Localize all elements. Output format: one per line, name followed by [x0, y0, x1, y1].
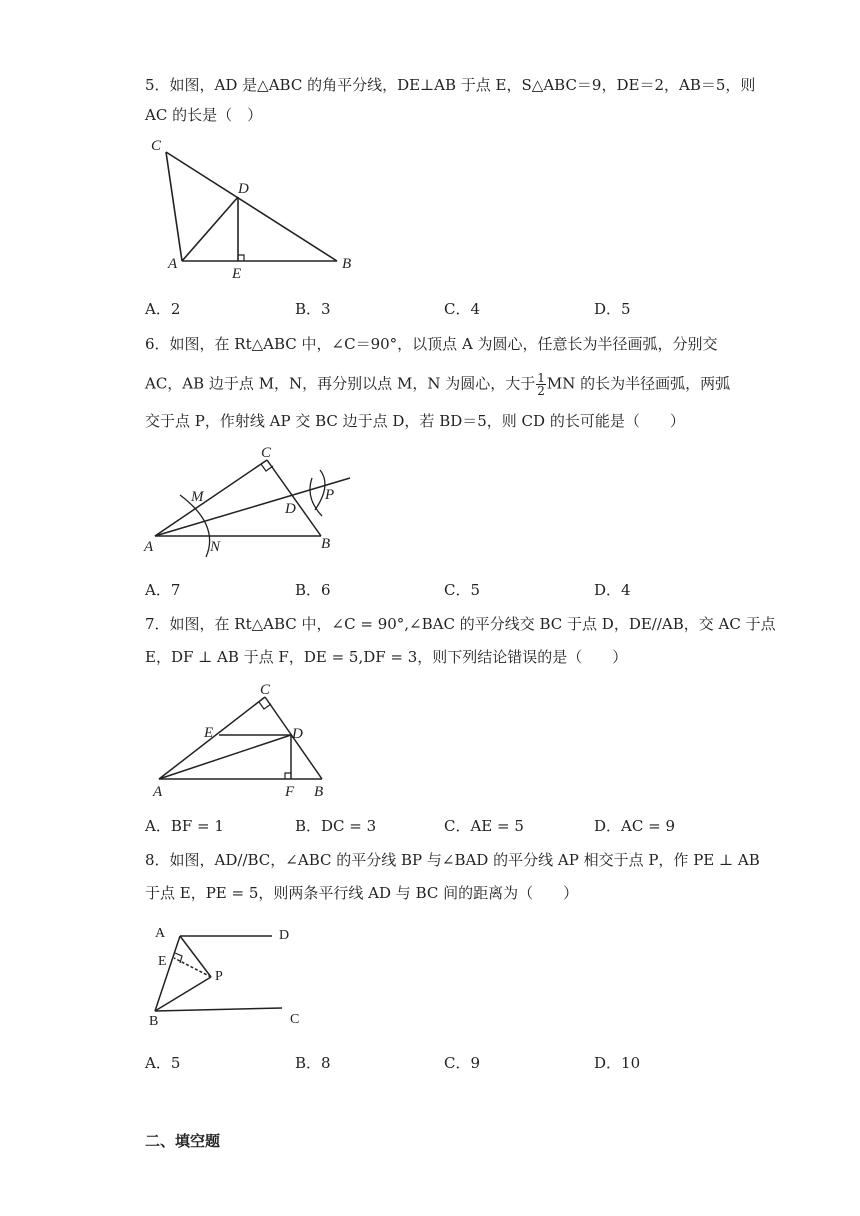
q6-label-A: A — [144, 539, 154, 555]
q7-label-E: E — [204, 725, 214, 741]
q8-right-angle — [175, 953, 182, 963]
q7-label-A: A — [153, 784, 163, 800]
q7-line-2: E，DF ⊥ AB 于点 F，DE = 5,DF = 3，则下列结论错误的是（ ） — [145, 648, 628, 666]
section-title: 二、填空题 — [145, 1132, 221, 1150]
q5-line-2: AC 的长是（ ） — [145, 106, 263, 124]
q8-option-d[interactable]: D．10 — [594, 1054, 641, 1072]
q5-line-1: 5．如图，AD 是△ABC 的角平分线，DE⊥AB 于点 E，S△ABC＝9，DE＝2，AB＝5，则 — [145, 76, 756, 94]
q6-fraction-den: 2 — [537, 384, 545, 398]
q6-label-M: M — [191, 489, 204, 505]
q8-seg-PE — [174, 958, 211, 977]
q5-right-angle — [238, 255, 244, 261]
q7-option-b[interactable]: B．DC = 3 — [295, 817, 377, 835]
q6-label-N: N — [210, 539, 221, 555]
q6-line-1: 6．如图，在 Rt△ABC 中，∠C＝90°，以顶点 A 为圆心，任意长为半径画弧，分别交 — [145, 335, 718, 353]
q7-label-C: C — [260, 682, 271, 698]
q8-label-A: A — [155, 926, 166, 941]
q7-option-d[interactable]: D．AC = 9 — [594, 817, 675, 835]
q8-seg-BP — [155, 977, 211, 1011]
q8-option-c[interactable]: C．9 — [444, 1054, 481, 1072]
q8-line-2: 于点 E，PE = 5，则两条平行线 AD 与 BC 间的距离为（ ） — [145, 884, 579, 902]
q7-option-c[interactable]: C．AE = 5 — [444, 817, 524, 835]
q6-option-a[interactable]: A．7 — [145, 581, 181, 599]
q8-figure — [145, 917, 315, 1032]
q8-line-1: 8．如图，AD//BC，∠ABC 的平分线 BP 与∠BAD 的平分线 AP 相交于点 P，作 PE ⊥ AB — [145, 851, 760, 869]
q5-label-A: A — [168, 256, 178, 272]
q6-ray-AP — [155, 478, 350, 536]
q6-fraction-num: 1 — [537, 371, 545, 385]
q6-label-D: D — [285, 501, 296, 517]
q6-seg-AC — [155, 460, 267, 536]
q6-label-P: P — [325, 487, 335, 503]
q6-option-d[interactable]: D．4 — [594, 581, 631, 599]
q7-line-1: 7．如图，在 Rt△ABC 中，∠C = 90°,∠BAC 的平分线交 BC 于点 D，DE//AB，交 AC 于点 — [145, 615, 776, 633]
q6-line-3: 交于点 P，作射线 AP 交 BC 边于点 D，若 BD＝5，则 CD 的长可能是（ ） — [145, 412, 685, 430]
q7-label-D: D — [292, 726, 303, 742]
q6-arc-M — [310, 478, 322, 516]
q5-label-E: E — [232, 266, 242, 282]
q7-option-a[interactable]: A．BF = 1 — [145, 817, 224, 835]
q6-line-2-part-1: AC，AB 边于点 M，N，再分别以点 M，N 为圆心，大于 — [145, 374, 536, 393]
q6-seg-CB — [267, 460, 321, 536]
q8-option-b[interactable]: B．8 — [295, 1054, 331, 1072]
q8-label-B: B — [149, 1014, 159, 1029]
q8-seg-BC — [155, 1008, 282, 1011]
q8-seg-AP — [180, 936, 211, 977]
q5-option-d[interactable]: D．5 — [594, 300, 631, 318]
q5-label-B: B — [342, 256, 352, 272]
q7-figure — [140, 676, 350, 804]
q7-right-angle-F — [285, 773, 291, 779]
q6-fraction — [536, 372, 546, 397]
q6-figure — [140, 440, 365, 562]
q6-label-C: C — [261, 445, 272, 461]
q5-option-c[interactable]: C．4 — [444, 300, 481, 318]
q5-seg-CA — [166, 152, 182, 261]
q8-seg-AB — [155, 936, 180, 1011]
q7-label-F: F — [285, 784, 295, 800]
q6-arc-N — [315, 470, 325, 510]
q8-label-C: C — [290, 1012, 300, 1027]
q8-label-D: D — [279, 928, 290, 943]
q5-label-C: C — [151, 138, 162, 154]
q6-option-c[interactable]: C．5 — [444, 581, 481, 599]
q5-label-D: D — [238, 181, 249, 197]
q6-line-2-part-2: MN 的长为半径画弧，两弧 — [546, 374, 731, 393]
q8-option-a[interactable]: A．5 — [145, 1054, 181, 1072]
q5-figure — [140, 130, 370, 285]
q7-seg-AD — [159, 735, 291, 779]
q7-label-B: B — [314, 784, 324, 800]
q6-label-B: B — [321, 536, 331, 552]
q6-option-b[interactable]: B．6 — [295, 581, 331, 599]
q5-seg-AD — [182, 197, 238, 261]
q6-line-2 — [145, 372, 730, 397]
q5-seg-CB — [166, 152, 337, 261]
q8-label-E: E — [158, 954, 167, 969]
q5-option-a[interactable]: A．2 — [145, 300, 181, 318]
q8-label-P: P — [215, 969, 223, 984]
q5-option-b[interactable]: B．3 — [295, 300, 331, 318]
